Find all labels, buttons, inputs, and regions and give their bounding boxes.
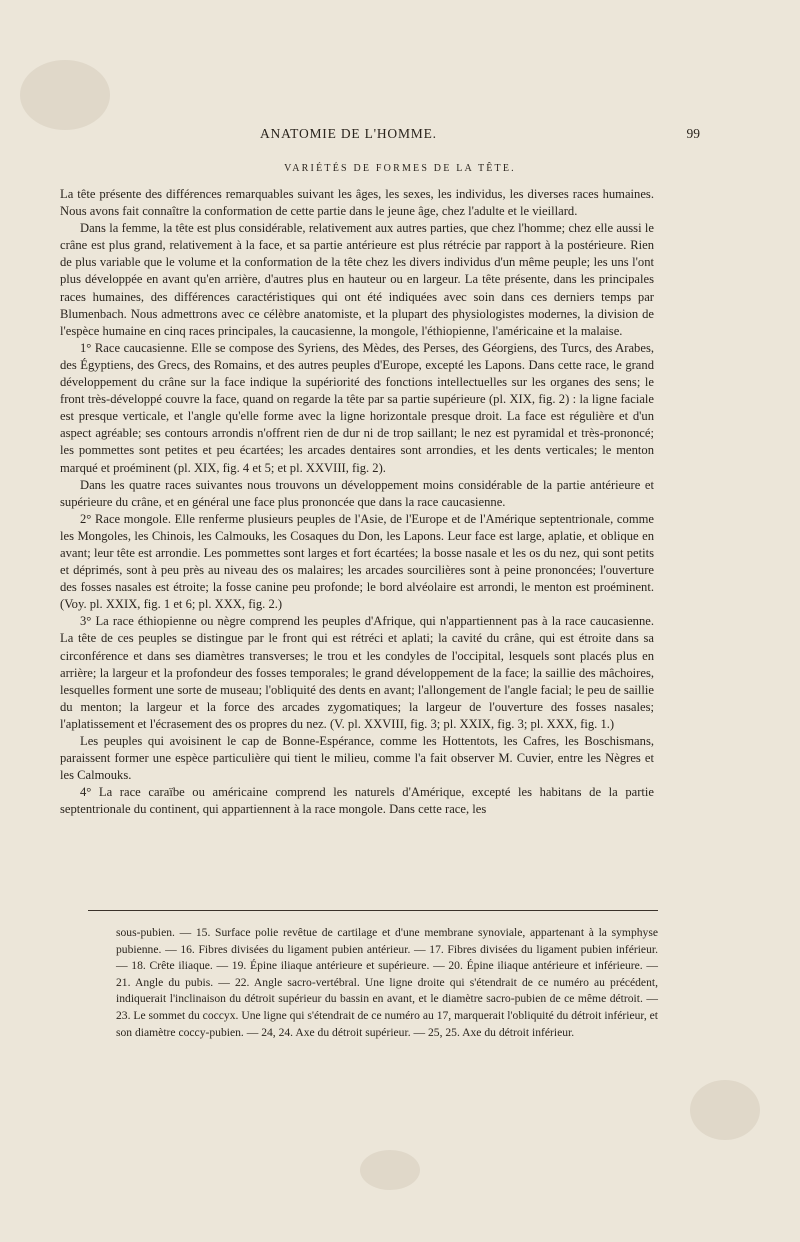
footnote-rule [88, 910, 658, 911]
note-paragraph: sous-pubien. — 15. Surface polie revêtue de cartilage et d'une membrane synoviale, appartenant à la symphyse pubienne. — 16. Fibres divisées du ligament pubien antérieur. — 17. Fibres divisées du ligament pubien inférieur. — 18. Crête iliaque. — 19. Épine iliaque antérieure et supérieure. — 20. Épine iliaque antérieure et inférieure. — 21. Angle du pubis. — 22. Angle sacro-vertébral. Une ligne droite qui s'étendrait de ce numéro au précédent, indiquerait l'inclinaison du détroit supérieur du bassin en avant, et le diamètre sacro-pubien de ce même détroit. — 23. Le sommet du coccyx. Une ligne qui s'étendrait de ce numéro au 17, marquerait l'obliquité du détroit inférieur, et son diamètre coccy-pubien. — 24, 24. Axe du détroit supérieur. — 25, 25. Axe du détroit inférieur. [116, 926, 658, 1039]
running-title: ANATOMIE DE L'HOMME. [260, 126, 437, 141]
foxing-stain [690, 1080, 760, 1140]
foxing-stain [360, 1150, 420, 1190]
paragraph: Dans la femme, la tête est plus considérable, relativement aux autres parties, que chez l'homme; chez elle aussi le crâne est plus grand, relativement à la face, et sa partie antérieure est plus rétrécie par rapport à la postérieure. Rien de plus variable que le volume et la conformation de la tête chez les divers individus d'un même peuple; les uns l'ont plus développée en avant qu'en arrière, d'autres plus en hauteur ou en largeur. La tête présente, dans les principales races humaines, des différences caractéristiques qui ont été indiquées avec soin dans ces derniers temps par Blumenbach. Nous admettrons avec ce célèbre anatomiste, et la plupart des physiologistes modernes, la division de l'espèce humaine en cinq races principales, la caucasienne, la mongole, l'éthiopienne, l'américaine et la malaise. [60, 221, 654, 338]
main-text [60, 186, 654, 818]
page-header [60, 126, 700, 146]
paragraph: 4° La race caraïbe ou américaine comprend les naturels d'Amérique, excepté les habitans de la partie septentrionale du continent, qui appartiennent à la race mongole. Dans cette race, les [60, 785, 654, 817]
foxing-stain [20, 60, 110, 130]
paragraph: 3° La race éthiopienne ou nègre comprend les peuples d'Afrique, qui n'appartiennent pas à la race caucasienne. La tête de ces peuples se distingue par le front qui est rétréci et aplati; la cavité du crâne, qui est étroite dans sa circonférence et dans ses diamètres transverses; le trou et les condyles de l'occipital, lesquels sont placés plus en arrière; la largeur et la profondeur des fosses temporales; le grand développement de la face; la saillie des mâchoires, lesquelles forment une sorte de museau; l'obliquité des dents en avant; l'allongement de l'angle facial; le peu de saillie du menton; la largeur et la force des arcades zygomatiques; la largeur de l'ouverture des fosses nasales; l'aplatissement et l'écrasement des os propres du nez. (V. pl. XXVIII, fig. 3; pl. XXIX, fig. 3; pl. XXX, fig. 1.) [60, 614, 654, 731]
paragraph: 1° Race caucasienne. Elle se compose des Syriens, des Mèdes, des Perses, des Géorgiens, des Turcs, des Arabes, des Égyptiens, des Grecs, des Romains, et des autres peuples d'Europe, excepté les Lapons. Dans cette race, le grand développement du crâne sur la face indique la supériorité des fonctions intellectuelles sur les organes des sens; le front très-développé couvre la face, quand on regarde la tête par sa partie supérieure (pl. XIX, fig. 2) : la ligne faciale est presque verticale, et l'angle qu'elle forme avec la ligne horizontale presque droit. La face est régulière et d'un aspect agréable; ses contours arrondis n'offrent rien de dur ni de trop saillant; le nez est pyramidal et très-prononcé; les pommettes sont petites et peu écartées; les arcades dentaires sont arrondies, et les dents verticales; le menton marqué et proéminent (pl. XIX, fig. 4 et 5; et pl. XXVIII, fig. 2). [60, 340, 654, 475]
page-number: 99 [686, 126, 700, 141]
paragraph: Les peuples qui avoisinent le cap de Bonne-Espérance, comme les Hottentots, les Cafres, les Boschismans, paraissent former une espèce particulière qui tient le milieu, comme l'a fait observer M. Cuvier, entre les Nègres et les Calmouks. [60, 734, 654, 783]
section-title: VARIÉTÉS DE FORMES DE LA TÊTE. [284, 163, 516, 174]
paragraph: La tête présente des différences remarquables suivant les âges, les sexes, les individus, les diverses races humaines. Nous avons fait connaître la conformation de cette partie dans le jeune âge, chez l'adulte et le vieillard. [60, 187, 654, 219]
paragraph: 2° Race mongole. Elle renferme plusieurs peuples de l'Asie, de l'Europe et de l'Amérique septentrionale, comme les Mongoles, les Chinois, les Calmouks, les Cosaques du Don, les Lapons. Leur face est large, aplatie, et oblique en avant; leur tête est arrondie. Les pommettes sont larges et fort écartées; la bosse nasale et les os du nez, qui sont petits et déprimés, sont à peu près au niveau des os malaires; les arcades sourcilières sont à peine prononcées; l'ouverture des fosses nasales est étroite; la fosse canine peu profonde; le bord alvéolaire est arrondi, le menton est proéminent. (Voy. pl. XXIX, fig. 1 et 6; pl. XXX, fig. 2.) [60, 511, 654, 612]
paragraph: Dans les quatre races suivantes nous trouvons un développement moins considérable de la partie antérieure et supérieure du crâne, et en général une face plus prononcée que dans la race caucasienne. [60, 477, 654, 509]
plate-notes [116, 925, 658, 1041]
